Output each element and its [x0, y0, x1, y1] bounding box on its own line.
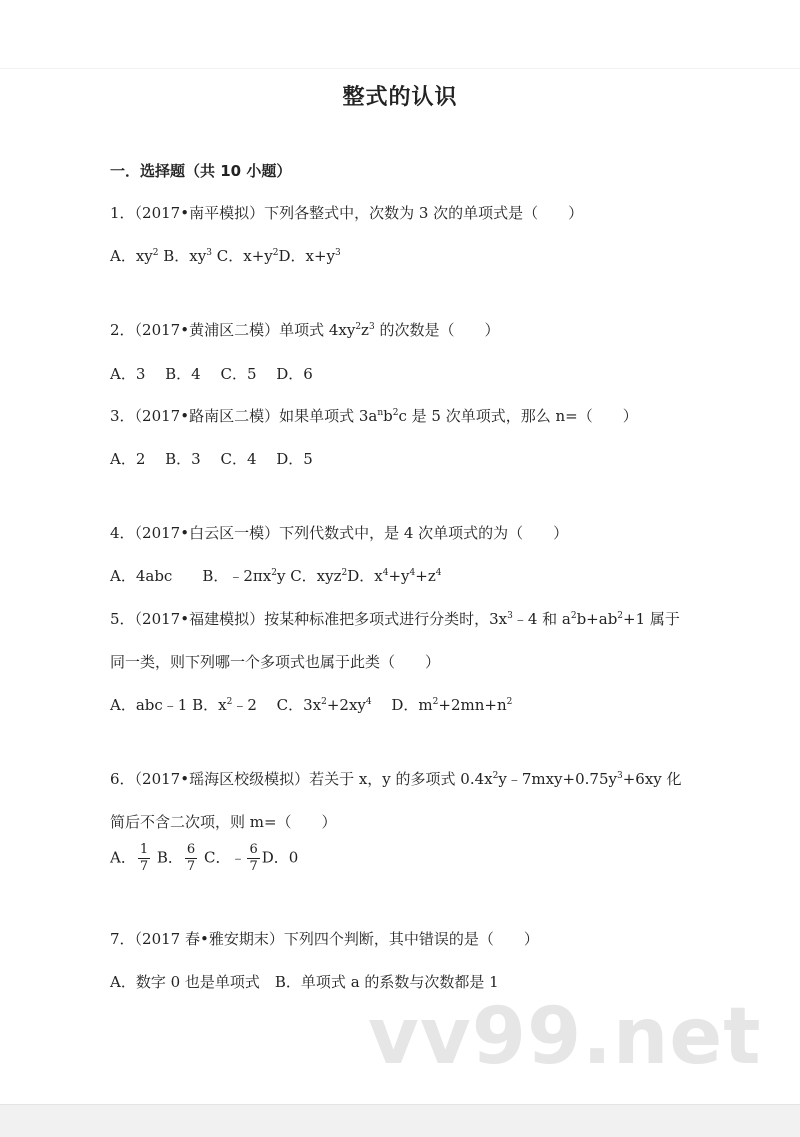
- question-1-options: A．$xy^2$ B．$xy^3$ C．$x+y^2D$．$x+y^3$: [110, 247, 341, 265]
- question-3-options: A．2 B．3 C．4 D．5: [110, 450, 313, 468]
- question-1-stem: 1．（2017•南平模拟）下列各整式中，次数为 3 次的单项式是（ ）: [110, 204, 584, 222]
- question-4-options: A．4abc B．$﹣2\pi x^2y$ C．xyz$^2$D．$x^4+y^4+z^4$: [110, 567, 442, 585]
- question-2-stem: 2．（2017•黄浦区二模）单项式 $4xy^2z^3$ 的次数是（ ）: [110, 321, 500, 339]
- section-heading: 一．选择题（共 10 小题）: [110, 162, 292, 180]
- question-5-stem-line-1: 5．（2017•福建模拟）按某种标准把多项式进行分类时，$3x^3﹣4$ 和 $a^2b+ab^2+1$ 属于: [110, 610, 680, 628]
- top-bar: [0, 0, 800, 69]
- question-7-options: A．数字 0 也是单项式 B．单项式 a 的系数与次数都是 1: [110, 973, 499, 991]
- question-5-options: A．abc﹣1 B．$x^2﹣2$ C．$3x^2+2xy^4$ D．$m^2+2mn+n^2$: [110, 696, 513, 714]
- question-7-stem: 7．（2017 春•雅安期末）下列四个判断，其中错误的是（ ）: [110, 930, 539, 948]
- fraction-b: $\frac{6}{7}$: [186, 842, 196, 874]
- question-6-options: A． $\frac{1}{7}$ B． $\frac{6}{7}$ C．﹣ $\frac{6}{7}$ D．0: [110, 842, 299, 874]
- question-4-stem: 4．（2017•白云区一模）下列代数式中，是 4 次单项式的为（ ）: [110, 524, 569, 542]
- page-title: 整式的认识: [342, 85, 458, 110]
- fraction-c: $\frac{6}{7}$: [249, 842, 258, 874]
- bottom-bar: [0, 1104, 800, 1137]
- watermark: vv99.net: [368, 992, 762, 1082]
- question-3-stem: 3．（2017•路南区二模）如果单项式 $3a^nb^2c$ 是 5 次单项式，那么 n=（ ）: [110, 407, 638, 425]
- question-6-stem-line-2: 简后不含二次项，则 m=（ ）: [110, 813, 337, 831]
- question-5-stem-line-2: 同一类，则下列哪一个多项式也属于此类（ ）: [110, 653, 441, 671]
- question-2-options: A．3 B．4 C．5 D．6: [110, 365, 313, 383]
- fraction-a: $\frac{1}{7}$: [139, 842, 149, 874]
- question-6-stem-line-1: 6．（2017•瑶海区校级模拟）若关于 x，y 的多项式 $0.4x^2y﹣7mxy+0.75y^3+6xy$ 化: [110, 770, 682, 788]
